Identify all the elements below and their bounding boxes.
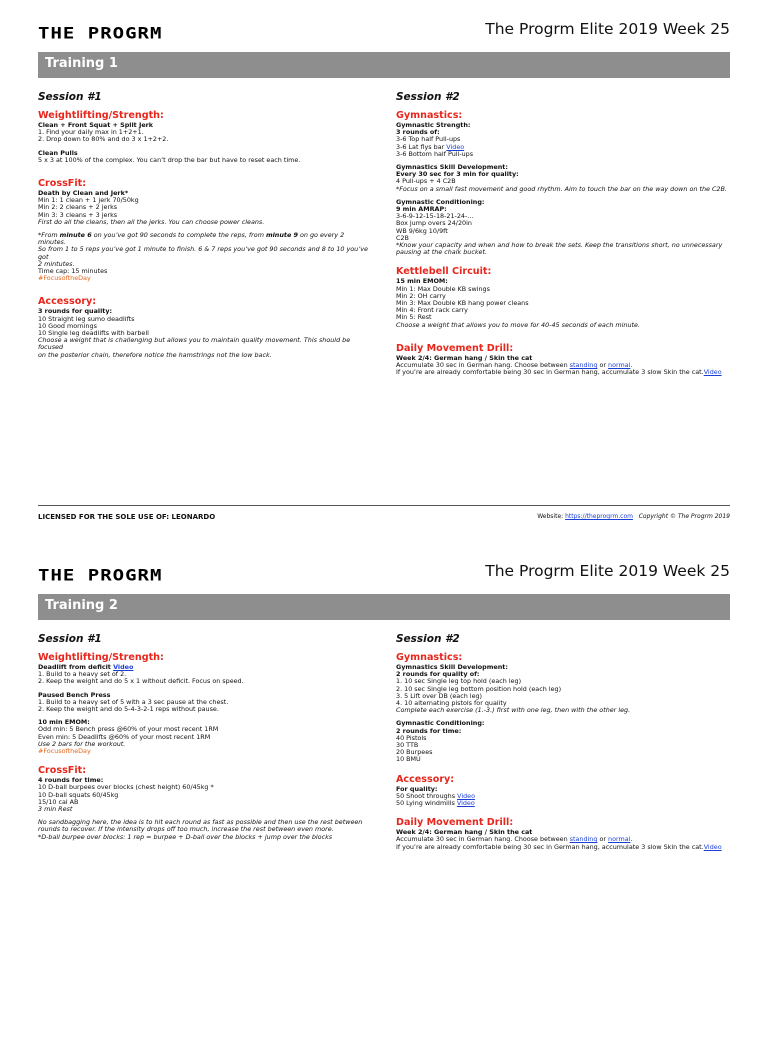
video-link[interactable]: Video [703, 842, 722, 851]
section-heading: Weightlifting/Strength: [38, 652, 164, 663]
text-line: Min 3: Max Double KB hang power cleans [396, 299, 529, 308]
text-line: 3-6-9-12-15-18-21-24-... [396, 212, 474, 221]
banner-title: Training 2 [45, 598, 118, 613]
note-line: pausing at the chalk bucket. [396, 248, 488, 257]
text-line: Min 1: 1 clean + 1 jerk 70/50kg [38, 196, 139, 205]
text-line: Min 3: 3 cleans + 3 jerks [38, 210, 118, 219]
section-heading: Weightlifting/Strength: [38, 110, 164, 121]
exercise-title: For quality: [396, 784, 438, 793]
video-link[interactable]: Video [113, 663, 134, 671]
text-line: 20 Burpees [396, 748, 433, 757]
text-line: 30 TTB [396, 741, 419, 750]
exercise-title: Deadlift from deficit Video [38, 663, 134, 671]
section-heading: Gymnastics: [396, 652, 463, 663]
session-2-column [396, 633, 731, 851]
exercise-title: 10 min EMOM: [38, 718, 90, 727]
text-line: 2. Keep the weight and do 5 x 1 without deficit. Focus on speed. [38, 677, 244, 686]
text-line: 40 Pistols [396, 733, 427, 742]
normal-link[interactable]: normal [608, 835, 631, 844]
session-title: Session #2 [396, 91, 460, 103]
text-line: Min 2: 2 cleans + 2 jerks [38, 203, 118, 212]
standing-link[interactable]: standing [569, 835, 598, 844]
text-line: If you’re are already comfortable being 30 sec in German hang, accumulate 3 slow Skin the cat.Video [396, 842, 722, 851]
text-line: C2B [396, 233, 409, 242]
logo: THE PROGRM [38, 566, 163, 585]
exercise-title: Gymnastic Strength: [396, 121, 471, 129]
footer [38, 505, 730, 521]
note-line: *Know your capacity and when and how to break the sets. Keep the transitions short, no unnecessary [396, 241, 723, 250]
section-heading: CrossFit: [38, 178, 87, 190]
video-link[interactable]: Video [456, 799, 475, 808]
hashtag: #FocusoftheDay [38, 274, 91, 283]
exercise-title: Week 2/4: German hang / Skin the cat [396, 828, 533, 837]
text-line: WB 9/6kg 10/9ft [396, 226, 448, 235]
text-line: 2. Drop down to 80% and do 3 x 1+2+2. [38, 135, 169, 144]
text-line: Even min: 5 Deadlifts @60% of your most recent 1RM [38, 732, 211, 741]
text-line: If you’re are already comfortable being 30 sec in German hang, accumulate 3 slow Skin the cat.Video [396, 368, 722, 377]
text-line: 15/10 cal AB [38, 797, 79, 806]
training-banner [38, 594, 730, 620]
note-line: *Focus on a small fast movement and good rhythm. Aim to touch the bar on the way down on the C2B. [396, 184, 727, 193]
session-1-column [38, 633, 373, 841]
text-line: 5 x 3 at 100% of the complex. You can’t drop the bar but have to reset each time. [38, 155, 301, 164]
note-line: *D-ball burpee over blocks: 1 rep = burpee + D-ball over the blocks + jump over the blocks [38, 832, 333, 841]
text-line: 10 D-ball burpees over blocks (chest height) 60/45kg * [38, 783, 214, 792]
exercise-title: 2 rounds for time: [396, 726, 462, 735]
section-heading: Daily Movement Drill: [396, 342, 514, 354]
exercise-title: Gymnastic Conditioning: [396, 197, 485, 206]
note-line: *From minute 6 on you’ve got 90 seconds to complete the reps, from minute 9 on go every 2 minutes. [38, 231, 345, 247]
note-line: 2 mintutes. [38, 259, 75, 268]
website-link[interactable]: https://theprogrm.com [565, 513, 633, 520]
video-link[interactable]: Video [457, 791, 476, 800]
text-line: 50 Shoot throughs Video [396, 791, 476, 800]
document-title: The Progrm Elite 2019 Week 25 [485, 562, 730, 580]
hashtag: #FocusoftheDay [38, 747, 91, 756]
text-line: 4. 10 alternating pistols for quality [396, 699, 507, 708]
note-line: No sandbagging here, the idea is to hit each round as fast as possible and then use the rest between [38, 818, 363, 827]
text-line: Time cap: 15 minutes [38, 267, 108, 276]
video-link[interactable]: Video [446, 142, 465, 151]
exercise-title: 3 rounds for quality: [38, 307, 113, 316]
text-line: Min 4: Front rack carry [396, 306, 468, 315]
text-line: Min 1: Max Double KB swings [396, 284, 490, 293]
exercise-title: Gymnastics Skill Development: [396, 663, 508, 671]
text-line: 1. Find your daily max in 1+2+1. [38, 128, 144, 137]
text-line: 1. 10 sec Single leg top hold (each leg) [396, 677, 522, 686]
normal-link[interactable]: normal [608, 361, 631, 370]
note-line: Choose a weight that is challenging but allows you to maintain quality movement. This should be focused [38, 336, 351, 352]
text-line: 50 Lying windmills Video [396, 799, 475, 808]
text-line: 3-6 Top half Pull-ups [396, 135, 461, 144]
text-line: 10 D-ball squats 60/45kg [38, 790, 119, 799]
exercise-title: 15 min EMOM: [396, 277, 448, 286]
section-heading: Accessory: [396, 773, 455, 785]
session-title: Session #1 [38, 633, 102, 645]
exercise-title: Paused Bench Press [38, 690, 111, 699]
note-line: So from 1 to 5 reps you’ve got 1 minute to finish. 6 & 7 reps you’ve got 90 seconds and 8 to 10 you’ve got [38, 245, 368, 261]
section-heading: CrossFit: [38, 765, 87, 777]
text-line: Min 5: Rest [396, 313, 432, 322]
standing-link[interactable]: standing [569, 361, 598, 370]
session-title: Session #1 [38, 91, 102, 103]
text-line: 1. Build to a heavy set of 5 with a 3 sec pause at the chest. [38, 697, 229, 706]
exercise-title: Clean + Front Squat + Split Jerk [38, 121, 154, 129]
exercise-title: Gymnastic Conditioning: [396, 719, 485, 728]
text-line: 1. Build to a heavy set of 2. [38, 670, 127, 679]
text-line: 3-6 Bottom half Pull-ups [396, 149, 474, 158]
exercise-title: Every 30 sec for 3 min for quality: [396, 170, 519, 179]
exercise-title: 9 min AMRAP: [396, 205, 447, 214]
session-title: Session #2 [396, 633, 460, 645]
text-line: 10 Single leg deadlifts with barbell [38, 329, 149, 338]
video-link[interactable]: Video [703, 368, 722, 377]
note-line: Choose a weight that allows you to move for 40-45 seconds of each minute. [396, 320, 641, 329]
text-line: 2. Keep the weight and do 5-4-3-2-1 reps without pause. [38, 705, 219, 714]
text-line: 10 Straight leg sumo deadlifts [38, 314, 135, 323]
note-line: 3 min Rest [38, 805, 73, 814]
text-line: Box jump overs 24/20in [396, 219, 472, 228]
note-line: rounds to recover. If the intensity drops off too much, increase the rest between even more. [38, 825, 334, 834]
license-text: LICENSED FOR THE SOLE USE OF: LEONARDO [38, 513, 216, 521]
text-line: Min 2: OH carry [396, 291, 446, 300]
section-heading: Daily Movement Drill: [396, 817, 514, 829]
text-line: 10 Good mornings [38, 321, 97, 330]
exercise-title: Clean Pulls [38, 148, 78, 157]
text-line: Odd min: 5 Bench press @60% of your most recent 1RM [38, 725, 219, 734]
section-heading: Accessory: [38, 296, 97, 308]
training-banner [38, 52, 730, 78]
page-2 [0, 542, 768, 1054]
session-1-column [38, 91, 373, 359]
exercise-title: 2 rounds for quality of: [396, 670, 480, 679]
page-1 [0, 0, 768, 521]
text-line: 4 Pull-ups + 4 C2B [396, 177, 456, 186]
exercise-title: Death by Clean and Jerk* [38, 189, 129, 198]
text-line: 2. 10 sec Single leg bottom position hold (each leg) [396, 684, 562, 693]
note-line: on the posterior chain, therefore notice the hamstrings not the low back. [38, 350, 272, 359]
logo: THE PROGRM [38, 24, 163, 43]
exercise-title: Week 2/4: German hang / Skin the cat [396, 353, 533, 362]
note-line: First do all the cleans, then all the jerks. You can choose power cleans. [38, 217, 265, 226]
exercise-title: 4 rounds for time: [38, 776, 104, 785]
section-heading: Gymnastics: [396, 110, 463, 121]
session-2-column [396, 91, 731, 376]
section-heading: Kettlebell Circuit: [396, 266, 492, 278]
exercise-title: Gymnastics Skill Development: [396, 163, 508, 172]
text-line: 3-6 Lat flys bar Video [396, 142, 465, 151]
banner-title: Training 1 [45, 56, 118, 71]
website-info: Website: https://theprogrm.com Copyright © The Progrm 2019 [537, 513, 730, 520]
note-line: Use 2 bars for the workout. [38, 739, 126, 748]
document-title: The Progrm Elite 2019 Week 25 [485, 20, 730, 38]
text-line: Accumulate 30 sec in German hang. Choose between standing or normal. [396, 835, 633, 844]
note-line: Complete each exercise (1.-3.) first with one leg, then with the other leg. [396, 706, 631, 715]
text-line: Accumulate 30 sec in German hang. Choose between standing or normal. [396, 361, 633, 370]
exercise-title: 3 rounds of: [396, 128, 440, 137]
text-line: 10 BMU [396, 755, 421, 764]
text-line: 3. 5 Lift over DB (each leg) [396, 691, 483, 700]
